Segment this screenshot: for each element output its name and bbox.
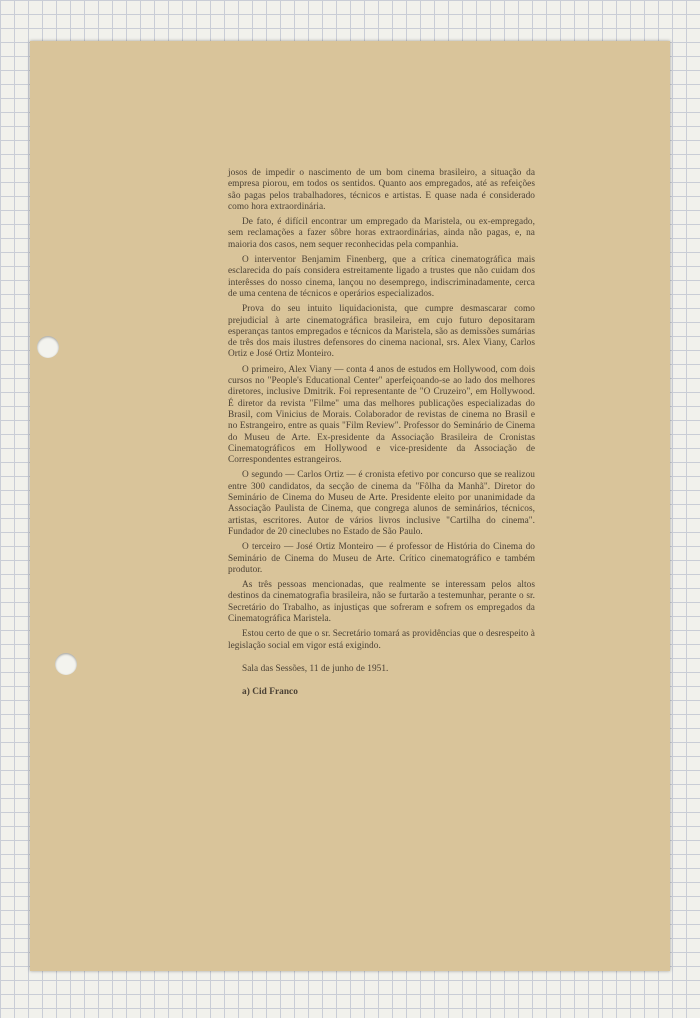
paragraph-3: O interventor Benjamim Finenberg, que a crítica cinematográfica mais esclarecida do país considera estreitamente ligado a trustes que não cuidam dos interêsses do nosso cinema, lançou no desemprego, indiscriminadamente, cerca de uma centena de técnicos e operários especializados. — [228, 255, 535, 299]
paragraph-1: josos de impedir o nascimento de um bom cinema brasileiro, a situação da empresa piorou, em todos os sentidos. Quanto aos empregados, até as refeições são pagas pelos trabalhadores, técnicos e artistas. E quase nada é considerado como hora extraordinária. — [228, 168, 535, 212]
document-body — [228, 168, 535, 702]
paragraph-9: Estou certo de que o sr. Secretário tomará as providências que o desrespeito à legislação social em vigor está exigindo. — [228, 629, 535, 651]
paragraph-6: O segundo — Carlos Ortiz — é cronista efetivo por concurso que se realizou entre 300 candidatos, da secção de cinema da "Fôlha da Manhã". Diretor do Seminário de Cinema do Museu de Arte. Presidente eleito por unanimidade da Associação Paulista de Cinema, que congrega alunos de seminários, técnicos, artistas, escritores. Autor de vários livros inclusive "Cartilha do cinema". Fundador de 20 cineclubes no Estado de São Paulo. — [228, 470, 535, 537]
paper-sheet — [30, 41, 670, 971]
paragraph-2: De fato, é difícil encontrar um empregado da Maristela, ou ex-empregado, sem reclamações a fazer sôbre horas extraordinárias, ainda não pagas, e, na maioria dos casos, nem sequer reconhecidas pela companhia. — [228, 217, 535, 250]
paragraph-5: O primeiro, Alex Viany — conta 4 anos de estudos em Hollywood, com dois cursos no "People's Educational Center" aperfeiçoando-se ao lado dos melhores diretores, inclusive Dmitrik. Foi representante de "O Cruzeiro", em Hollywood. É diretor da revista "Filme" uma das melhores publicações especializadas do Brasil, com Vinicius de Morais. Colaborador de revistas de cinema no Brasil e no Estrangeiro, entre as quais "Film Review". Professor do Seminário de Cinema do Museu de Arte. Ex-presidente da Associação Brasileira de Cronistas Cinematográficos em Hollywood e vice-presidente da Associação de Correspondentes estrangeiros. — [228, 364, 535, 466]
paragraph-8: As três pessoas mencionadas, que realmente se interessam pelos altos destinos da cinematografia brasileira, não se furtarão a testemunhar, perante o sr. Secretário do Trabalho, as injustiças que sofreram e sofrem os empregados da Cinematográfica Maristela. — [228, 580, 535, 624]
punch-hole-bottom — [55, 653, 77, 675]
punch-hole-top — [37, 336, 59, 358]
paragraph-4: Prova do seu intuito liquidacionista, que cumpre desmascarar como prejudicial à arte cinematográfica brasileira, em cujo futuro depositaram esperanças tantos empregados e técnicos da Maristela, são as demissões sumárias de três dos mais ilustres defensores do cinema nacional, srs. Alex Viany, Carlos Ortiz e José Ortiz Monteiro. — [228, 304, 535, 360]
dateline: Sala das Sessões, 11 de junho de 1951. — [242, 663, 389, 674]
signature: a) Cid Franco — [242, 687, 298, 698]
paragraph-7: O terceiro — José Ortiz Monteiro — é professor de História do Cinema do Seminário de Cinema do Museu de Arte. Crítico cinematográfico e também produtor. — [228, 542, 535, 575]
